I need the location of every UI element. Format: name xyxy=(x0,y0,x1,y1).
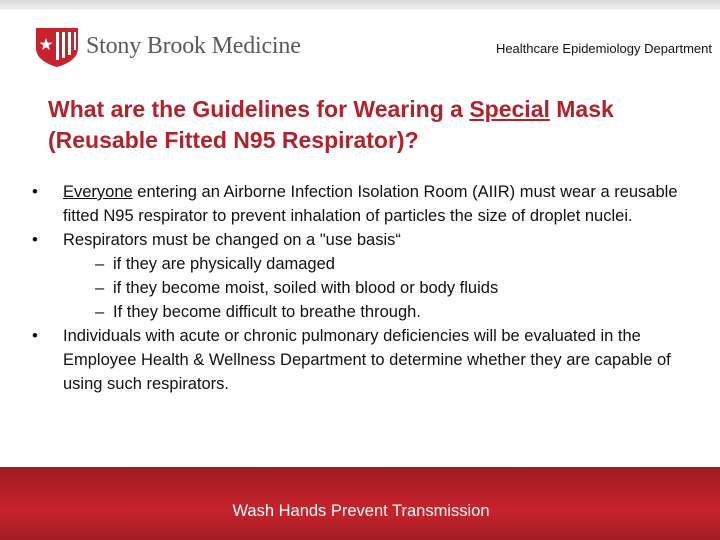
sub-bullet-2-text: if they become moist, soiled with blood or body fluids xyxy=(113,279,499,297)
footer-slogan xyxy=(0,502,720,521)
header xyxy=(0,10,720,80)
slide-title xyxy=(48,94,688,156)
sub-bullet-item-2 xyxy=(32,276,692,300)
sub-bullet-1-text: if they are physically damaged xyxy=(113,255,335,273)
bullet-3-text: Individuals with acute or chronic pulmonary deficiencies will be evaluated in the Employee Health & Wellness Department to determine whether they are capable of using such respirators. xyxy=(63,327,671,393)
bullet-2-text: Respirators must be changed on a "use basis“ xyxy=(63,231,401,249)
bullet-1-underlined-word: Everyone xyxy=(63,183,133,201)
stony-brook-logo xyxy=(34,24,301,68)
title-part2: Mask (Reusable Fitted N95 Respirator)? xyxy=(48,96,614,153)
sub-bullet-3-text: If they become difficult to breathe through. xyxy=(113,303,421,321)
title-underlined-word: Special xyxy=(469,96,550,122)
bullet-item-1 xyxy=(32,180,692,228)
bullet-item-2 xyxy=(32,228,692,252)
sub-bullet-item-1 xyxy=(32,252,692,276)
title-part1: What are the Guidelines for Wearing a xyxy=(48,96,470,122)
department-label: Healthcare Epidemiology Department xyxy=(495,41,712,56)
shield-star-icon xyxy=(34,24,80,68)
bullet-list xyxy=(32,180,692,396)
slide-body xyxy=(32,180,692,396)
bullet-1-text: entering an Airborne Infection Isolation Room (AIIR) must wear a reusable fitted N95 respirator to prevent inhalation of particles the size of droplet nuclei. xyxy=(63,183,678,225)
top-divider-bar xyxy=(0,0,720,10)
bullet-item-3 xyxy=(32,324,692,396)
logo-text: Stony Brook Medicine xyxy=(86,32,301,59)
footer-slogan-text: Wash Hands Prevent Transmission xyxy=(232,502,490,520)
sub-bullet-item-3 xyxy=(32,300,692,324)
